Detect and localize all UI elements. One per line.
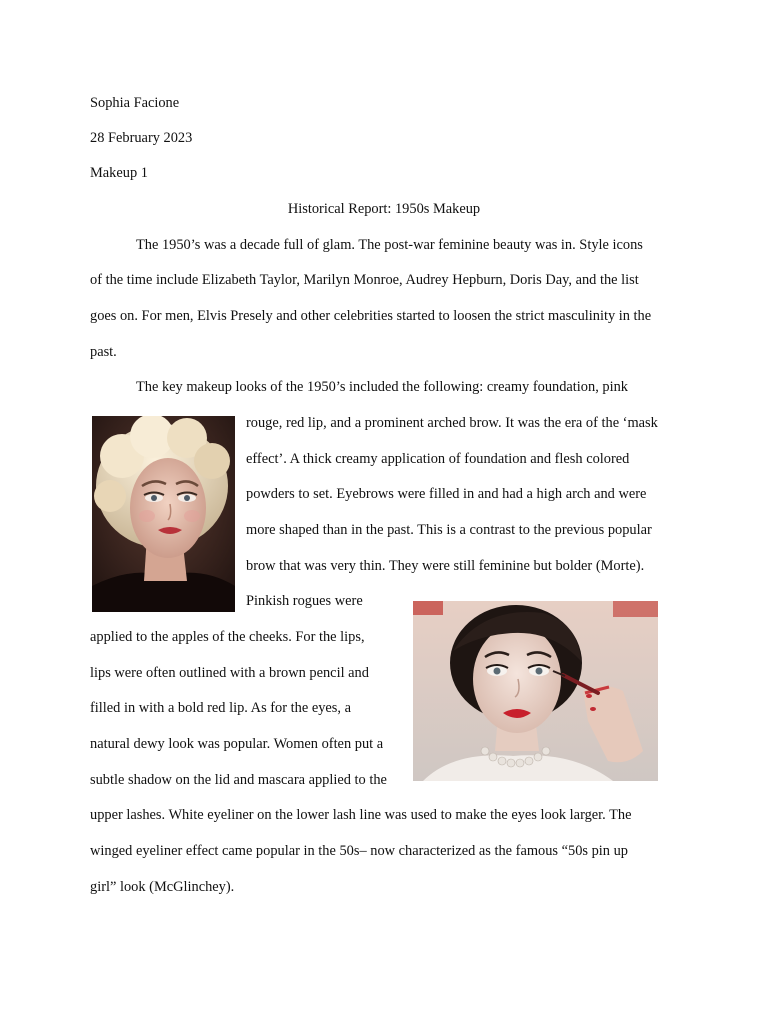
body-line: effect’. A thick creamy application of foundation and flesh colored (246, 451, 630, 467)
body-line: natural dewy look was popular. Women often put a (90, 736, 384, 752)
body-line: brow that was very thin. They were still feminine but bolder (Morte). (246, 558, 645, 574)
body-line: The key makeup looks of the 1950’s included the following: creamy foundation, pink (136, 379, 628, 395)
body-line: The 1950’s was a decade full of glam. The post-war feminine beauty was in. Style icons (136, 237, 643, 253)
report-title: Historical Report: 1950s Makeup (287, 201, 481, 217)
body-line: girl” look (McGlinchey). (90, 879, 235, 895)
body-line: rouge, red lip, and a prominent arched brow. It was the era of the ‘mask (246, 415, 658, 431)
body-line: lips were often outlined with a brown pencil and (90, 665, 369, 681)
body-line: of the time include Elizabeth Taylor, Marilyn Monroe, Audrey Hepburn, Doris Day, and the list (90, 272, 639, 288)
report-date: 28 February 2023 (90, 130, 193, 146)
body-line: goes on. For men, Elvis Presely and other celebrities started to loosen the strict masculinity in the (90, 308, 652, 324)
body-line: subtle shadow on the lid and mascara applied to the (90, 772, 387, 788)
body-line: filled in with a bold red lip. As for the eyes, a (90, 700, 351, 716)
author-name: Sophia Facione (90, 95, 180, 111)
body-line: more shaped than in the past. This is a contrast to the previous popular (246, 522, 652, 538)
portrait-blonde-photo (92, 416, 235, 612)
body-line: winged eyeliner effect came popular in the 50s– now characterized as the famous “50s pin up (90, 843, 628, 859)
body-line: Pinkish rogues were (246, 593, 363, 609)
body-line: upper lashes. White eyeliner on the lower lash line was used to make the eyes look larger. The (90, 807, 632, 823)
body-line: past. (90, 344, 117, 360)
course-name: Makeup 1 (90, 165, 148, 181)
body-line: powders to set. Eyebrows were filled in and had a high arch and were (246, 486, 647, 502)
portrait-mascara-photo (413, 601, 658, 781)
body-line: applied to the apples of the cheeks. For the lips, (90, 629, 365, 645)
